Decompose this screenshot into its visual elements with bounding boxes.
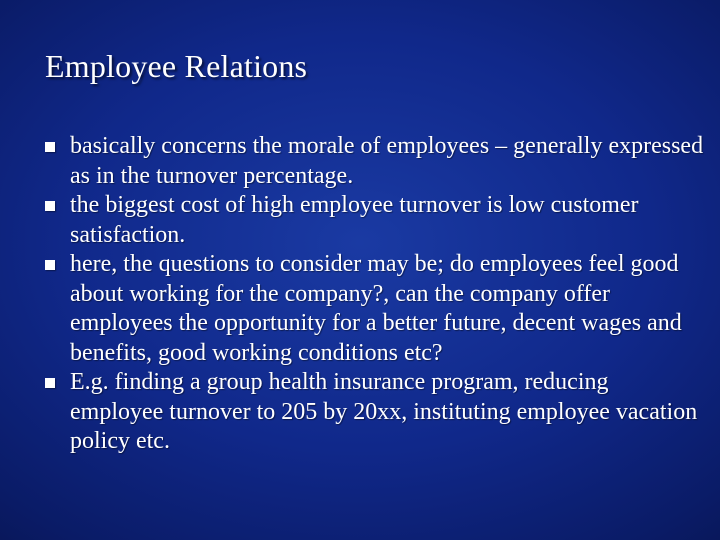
square-bullet-icon (45, 142, 55, 152)
bullet-text: basically concerns the morale of employees – generally expressed as in the turnover percentage. (70, 133, 704, 189)
bullet-text: the biggest cost of high employee turnover is low customer satisfaction. (70, 192, 639, 248)
square-bullet-icon (45, 260, 55, 270)
bullet-item (45, 191, 705, 250)
bullet-list (45, 132, 705, 457)
slide-title: Employee Relations (45, 48, 308, 84)
bullet-item (45, 368, 705, 457)
square-bullet-icon (45, 378, 55, 388)
bullet-item (45, 250, 705, 368)
bullet-text: here, the questions to consider may be; do employees feel good about working for the company?, can the company offer employees the opportunity for a better future, decent wages and benefits, good working conditions etc? (70, 251, 682, 366)
bullet-item (45, 132, 705, 191)
bullet-text: E.g. finding a group health insurance program, reducing employee turnover to 205 by 20xx, instituting employee vacation policy etc. (70, 369, 698, 454)
square-bullet-icon (45, 201, 55, 211)
